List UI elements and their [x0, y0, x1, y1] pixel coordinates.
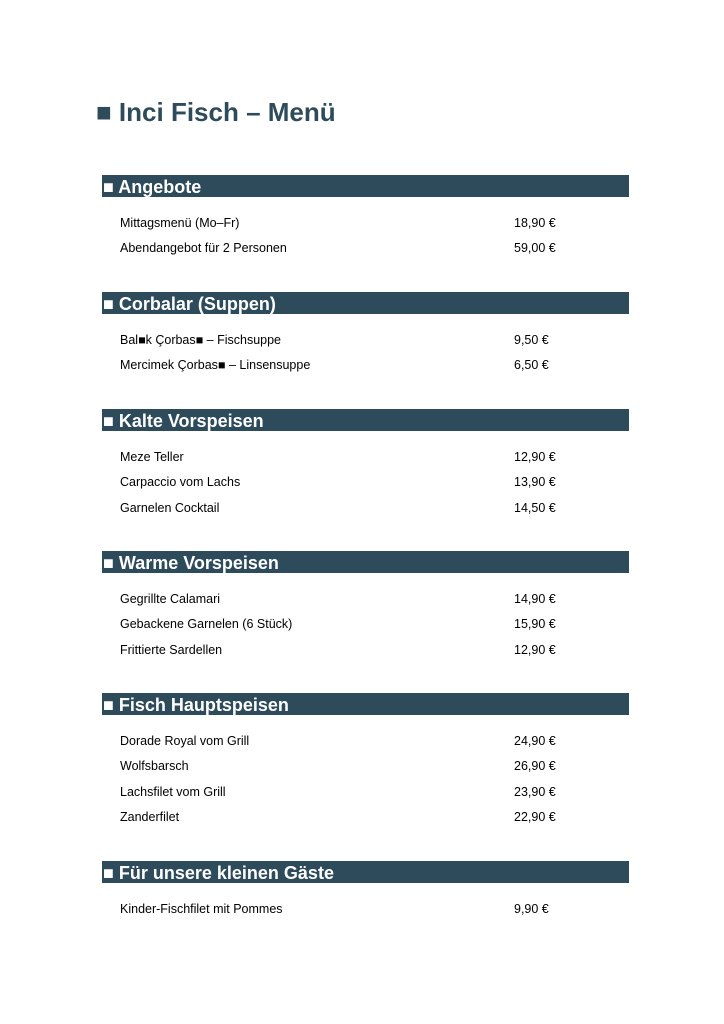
section-kalte-vorspeisen — [102, 409, 629, 521]
menu-item — [102, 805, 629, 830]
item-name: Wolfsbarsch — [120, 759, 189, 774]
item-name: Frittierte Sardellen — [120, 642, 223, 657]
item-list — [102, 328, 629, 379]
section-kinder — [102, 861, 629, 922]
item-name: Lachsfilet vom Grill — [120, 784, 226, 799]
item-price: 9,90 € — [514, 902, 549, 916]
menu-item — [102, 211, 629, 236]
section-heading: ■ Kalte Vorspeisen — [102, 409, 629, 431]
item-list — [102, 897, 629, 922]
item-price: 14,90 € — [514, 592, 556, 606]
item-price: 12,90 € — [514, 450, 556, 464]
item-list — [102, 729, 629, 831]
menu-item — [102, 328, 629, 353]
menu-item — [102, 587, 629, 612]
item-name: Mercimek Çorbas■ – Linsensuppe — [120, 358, 311, 373]
item-name: Mittagsmenü (Mo–Fr) — [120, 216, 240, 230]
item-name: Abendangebot für 2 Personen — [120, 241, 287, 256]
item-price: 14,50 € — [514, 500, 556, 515]
item-name: Dorade Royal vom Grill — [120, 734, 250, 748]
item-name: Garnelen Cocktail — [120, 500, 220, 515]
menu-item — [102, 612, 629, 637]
menu-item — [102, 729, 629, 754]
item-price: 24,90 € — [514, 734, 556, 748]
menu-item — [102, 236, 629, 261]
section-corbalar — [102, 292, 629, 379]
item-name: Gebackene Garnelen (6 Stück) — [120, 617, 293, 632]
menu-item — [102, 897, 629, 922]
item-list — [102, 445, 629, 521]
section-heading: ■ Warme Vorspeisen — [102, 551, 629, 573]
menu-item — [102, 353, 629, 378]
section-heading: ■ Corbalar (Suppen) — [102, 292, 629, 314]
menu-item — [102, 638, 629, 663]
menu-item — [102, 470, 629, 495]
item-price: 18,90 € — [514, 216, 556, 230]
item-name: Bal■k Çorbas■ – Fischsuppe — [120, 333, 282, 347]
item-price: 22,90 € — [514, 810, 556, 825]
item-price: 59,00 € — [514, 241, 556, 256]
item-name: Kinder-Fischfilet mit Pommes — [120, 902, 283, 916]
menu-item — [102, 496, 629, 521]
item-list — [102, 211, 629, 262]
section-warme-vorspeisen — [102, 551, 629, 663]
section-heading: ■ Für unsere kleinen Gäste — [102, 861, 629, 883]
section-fisch-hauptspeisen — [102, 693, 629, 831]
menu-item — [102, 445, 629, 470]
item-name: Meze Teller — [120, 450, 184, 464]
item-name: Zanderfilet — [120, 810, 180, 825]
item-price: 15,90 € — [514, 617, 556, 632]
item-name: Gegrillte Calamari — [120, 592, 221, 606]
item-name: Carpaccio vom Lachs — [120, 475, 241, 490]
item-price: 6,50 € — [514, 358, 549, 373]
menu-item — [102, 780, 629, 805]
item-list — [102, 587, 629, 663]
section-angebote — [102, 175, 629, 262]
item-price: 9,50 € — [514, 333, 549, 347]
item-price: 26,90 € — [514, 759, 556, 774]
section-heading: ■ Angebote — [102, 175, 629, 197]
item-price: 12,90 € — [514, 642, 556, 657]
menu-item — [102, 754, 629, 779]
item-price: 23,90 € — [514, 784, 556, 799]
item-price: 13,90 € — [514, 475, 556, 490]
page-title: ■ Inci Fisch – Menü — [96, 97, 336, 127]
section-heading: ■ Fisch Hauptspeisen — [102, 693, 629, 715]
